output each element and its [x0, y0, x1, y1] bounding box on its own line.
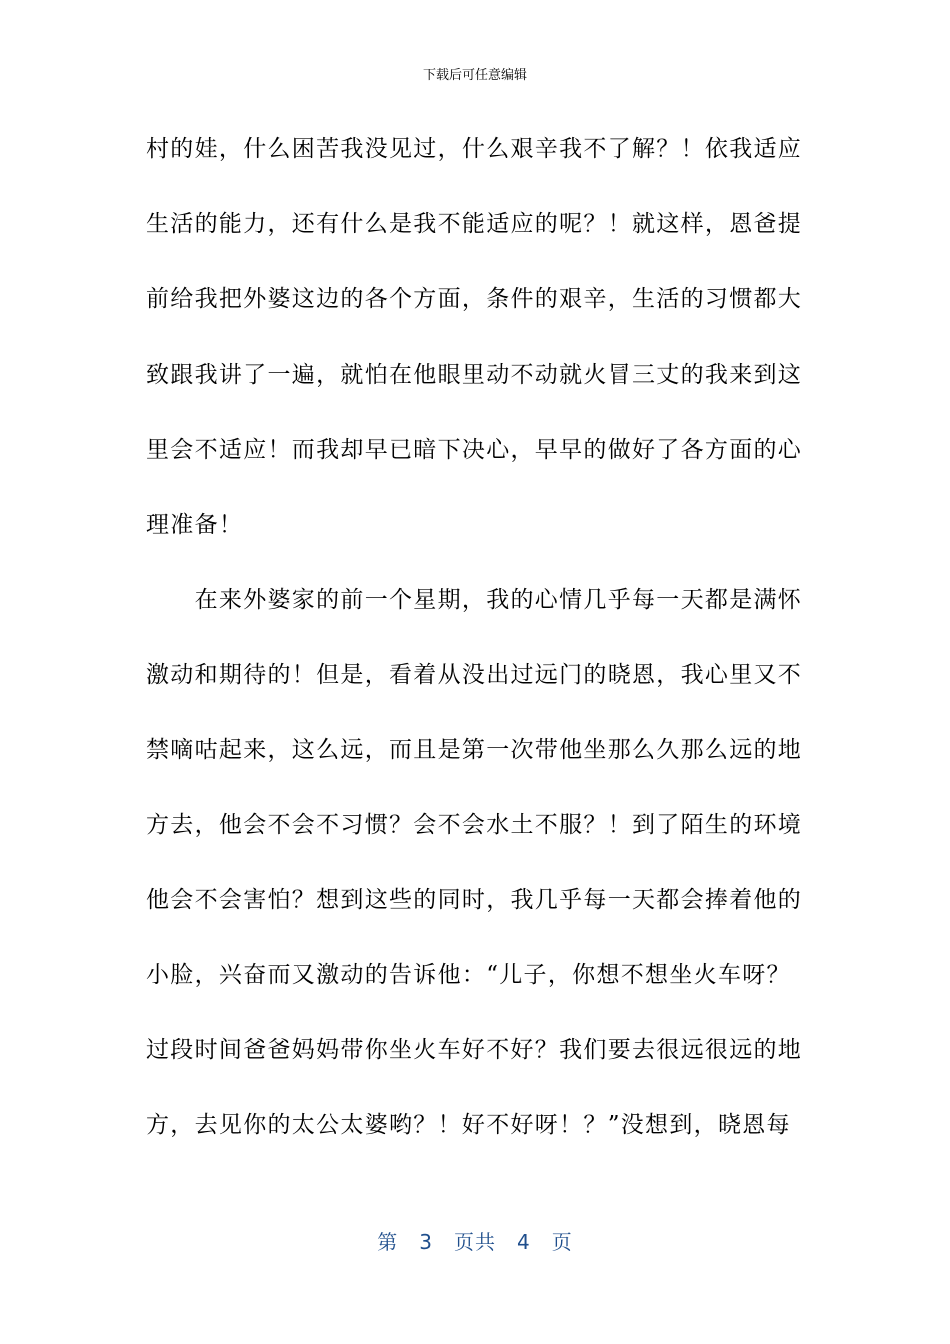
text-line-6: 理准备！ [146, 512, 244, 538]
text-line-13: 过段时间爸爸妈妈带你坐火车好不好？我们要去很远很远的地 [146, 1037, 803, 1063]
text-line-10: 方去，他会不会不习惯？会不会水土不服？！到了陌生的环境 [146, 812, 803, 838]
text-line-1: 村的娃，什么困苦我没见过，什么艰辛我不了解？！依我适应 [146, 136, 803, 162]
text-line-8: 激动和期待的！但是，看着从没出过远门的晓恩，我心里又不 [146, 662, 803, 688]
text-line-7: 在来外婆家的前一个星期，我的心情几乎每一天都是满怀 [146, 587, 803, 613]
page-number-footer: 第 3 页共 4 页 [377, 1230, 573, 1254]
text-line-12: 小脸，兴奋而又激动的告诉他：“儿子，你想不想坐火车呀？ [146, 962, 791, 988]
text-line-3: 前给我把外婆这边的各个方面，条件的艰辛，生活的习惯都大 [146, 286, 803, 312]
text-line-9: 禁嘀咕起来，这么远，而且是第一次带他坐那么久那么远的地 [146, 737, 803, 763]
page-header-note: 下载后可任意编辑 [422, 68, 527, 83]
text-line-11: 他会不会害怕？想到这些的同时，我几乎每一天都会捧着他的 [146, 887, 803, 913]
text-line-2: 生活的能力，还有什么是我不能适应的呢？！就这样，恩爸提 [146, 211, 803, 237]
text-line-5: 里会不适应！而我却早已暗下决心，早早的做好了各方面的心 [146, 437, 803, 463]
text-line-4: 致跟我讲了一遍，就怕在他眼里动不动就火冒三丈的我来到这 [146, 362, 803, 388]
text-line-14: 方，去见你的太公太婆哟？！好不好呀！？”没想到，晓恩每 [146, 1112, 791, 1138]
